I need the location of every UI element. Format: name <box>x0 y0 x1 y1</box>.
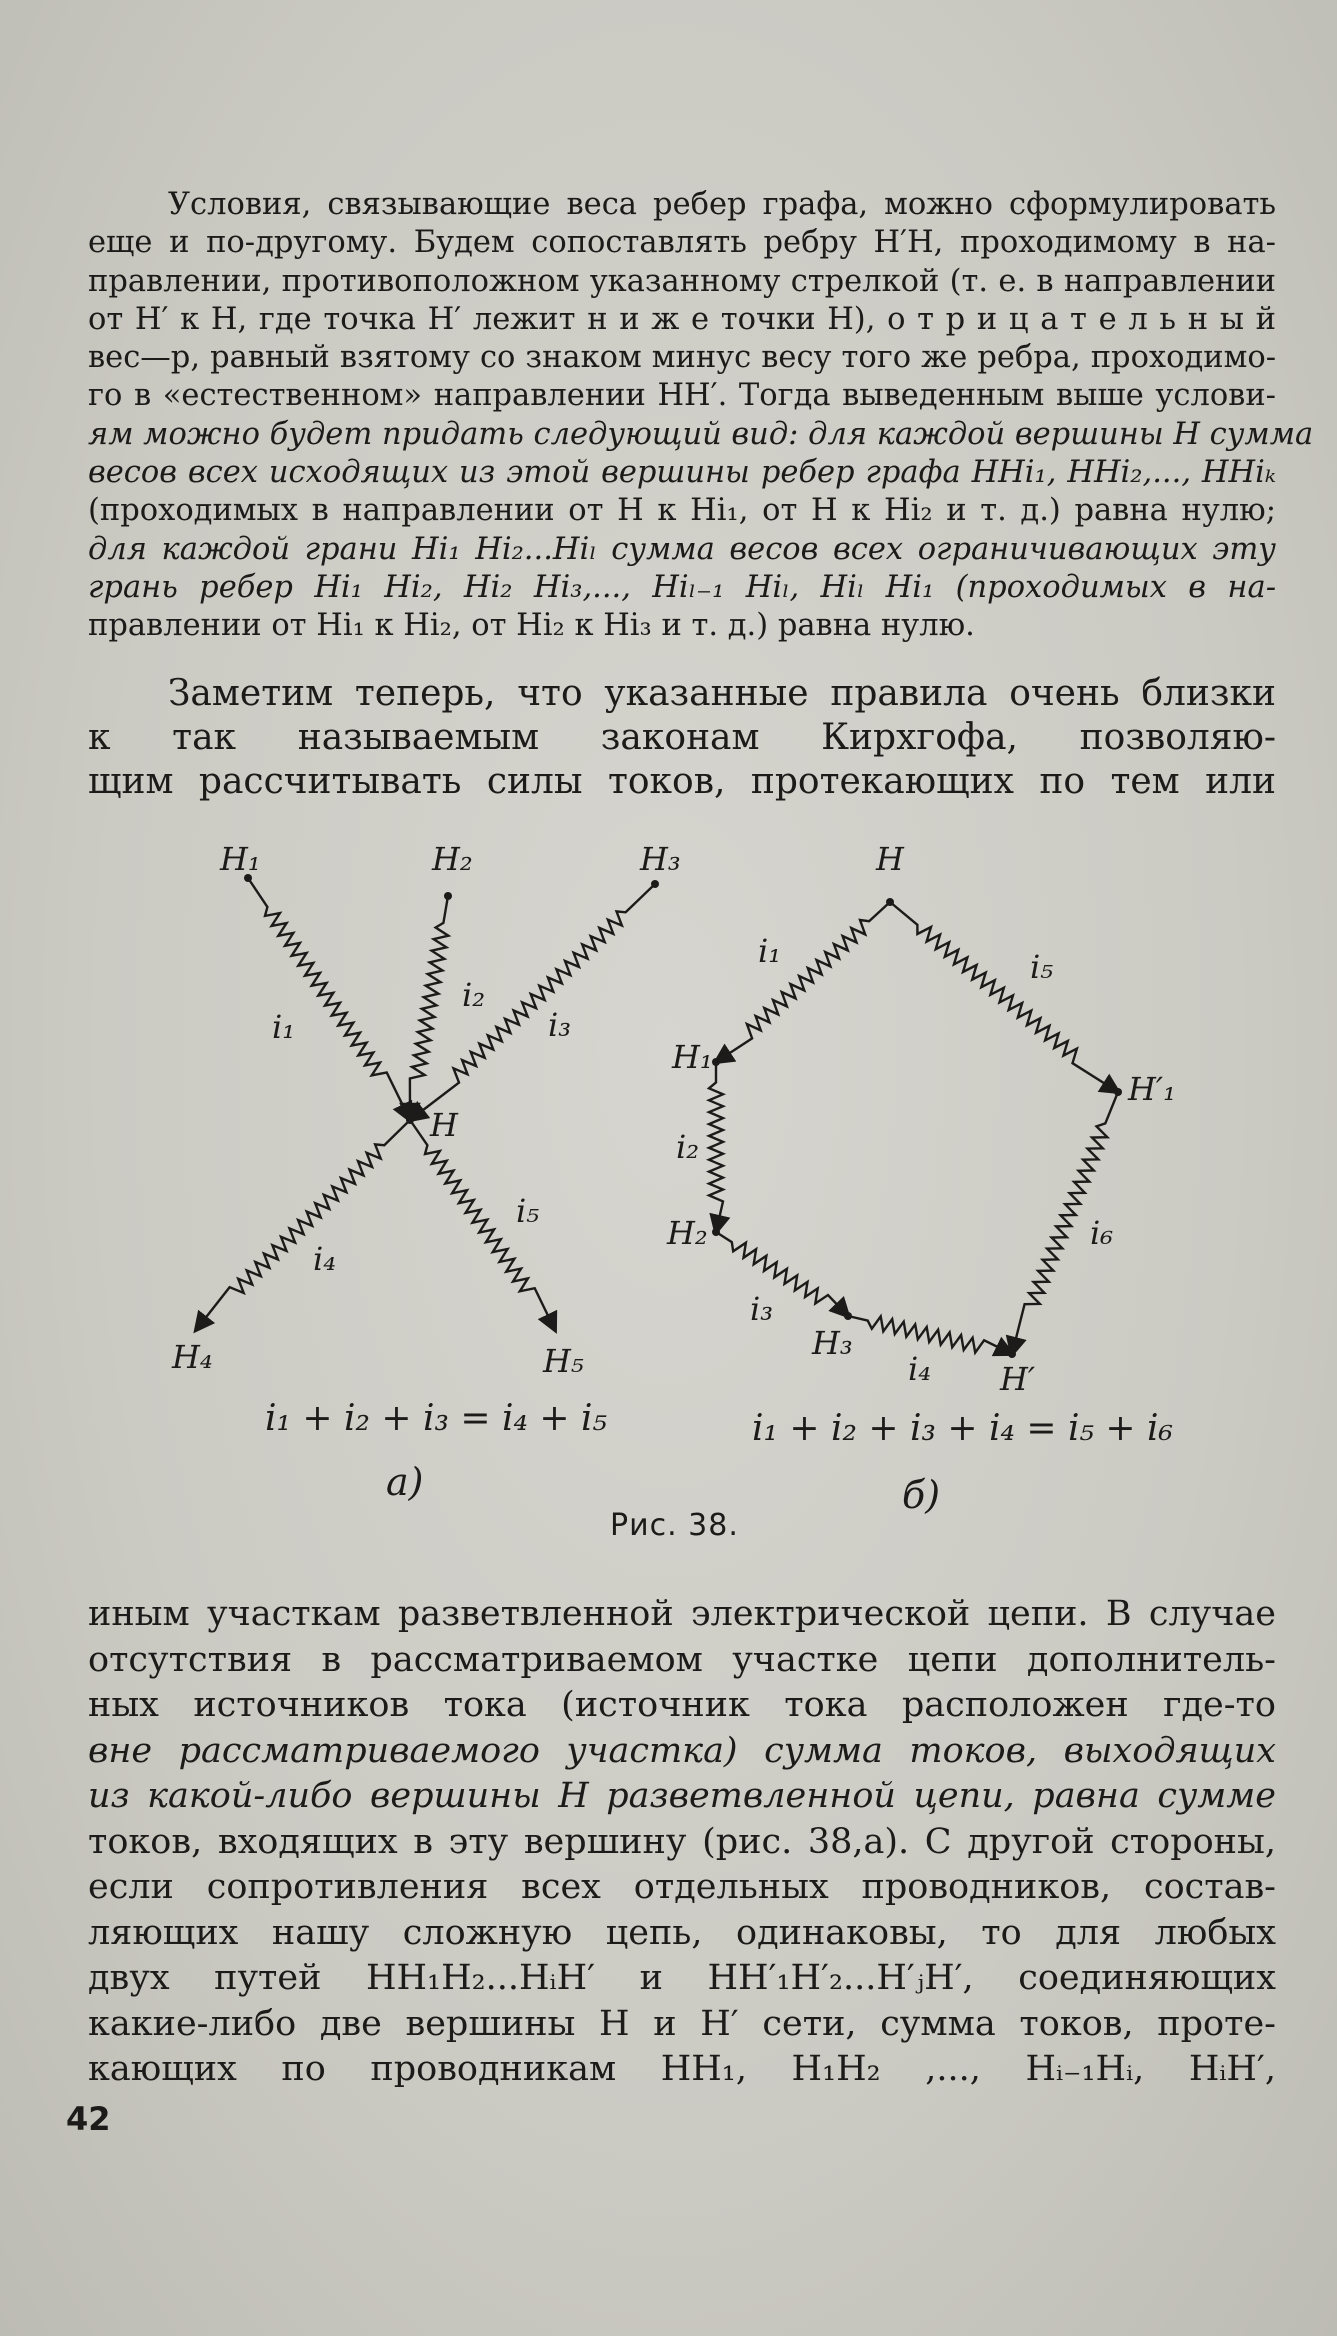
node-point <box>712 1228 720 1236</box>
resistor-wire <box>196 1120 410 1330</box>
text-line: от H′ к H, где точка H′ лежит н и ж е точки H), о т р и ц а т е л ь н ы й <box>88 301 1276 337</box>
node-label: H <box>876 840 904 878</box>
current-label: i₄ <box>908 1350 932 1388</box>
text-line: грань ребер Hi₁ Hi₂, Hi₂ Hi₃,..., Hiₗ₋₁ Hiₗ, Hiₗ Hi₁ (проходимых в на- <box>88 569 1276 605</box>
label-a: a) <box>386 1460 424 1504</box>
text-line: токов, входящих в эту вершину (рис. 38,а). С другой стороны, <box>88 1821 1276 1862</box>
node-label: H <box>430 1106 458 1144</box>
text-line: вне рассматриваемого участка) сумма токов, выходящих <box>88 1730 1276 1771</box>
current-label: i₁ <box>758 932 782 970</box>
resistor-wire <box>716 1232 848 1316</box>
text-line: отсутствия в рассматриваемом участке цепи дополнитель- <box>88 1639 1276 1680</box>
node-label: H₄ <box>172 1338 213 1376</box>
text-line: ных источников тока (источник тока расположен где-то <box>88 1685 1276 1725</box>
text-line: для каждой грани Hi₁ Hi₂...Hiₗ сумма весов всех ограничивающих эту <box>88 531 1276 567</box>
node-label: H′₁ <box>1128 1070 1176 1108</box>
page-number: 42 <box>66 2100 111 2138</box>
node-points <box>244 874 1122 1358</box>
node-point <box>444 892 452 900</box>
text-line: если сопротивления всех отдельных проводников, состав- <box>88 1867 1276 1907</box>
text-line: весов всех исходящих из этой вершины ребер графа HHi₁, HHi₂,..., HHiₖ <box>88 455 1276 491</box>
text-line: кающих по проводникам HH₁, H₁H₂ ,..., Hᵢ₋₁Hᵢ, HᵢH′, <box>88 2049 1276 2089</box>
text-line: Условия, связывающие веса ребер графа, можно сформулировать <box>168 187 1276 222</box>
node-point <box>1008 1350 1016 1358</box>
resistor-wire <box>410 884 655 1120</box>
paragraph-3 <box>88 1592 1276 2093</box>
current-label: i₂ <box>676 1128 700 1166</box>
resistor-wire <box>248 878 410 1120</box>
node-point <box>844 1312 852 1320</box>
text-line: иным участкам разветвленной электрической цепи. В случае <box>88 1594 1276 1634</box>
text-line: го в «естественном» направлении HH′. Тогда выведенным выше услови- <box>88 378 1276 414</box>
node-point <box>1114 1088 1122 1096</box>
current-label: i₄ <box>313 1240 337 1278</box>
node-label: H₂ <box>432 840 473 878</box>
paragraph-1 <box>88 186 1314 646</box>
text-line: какие-либо две вершины H и H′ сети, сумма токов, проте- <box>88 2003 1276 2044</box>
equation-b: i₁ + i₂ + i₃ + i₄ = i₅ + i₆ <box>752 1408 1173 1449</box>
resistor-wire <box>890 902 1118 1092</box>
node-label: H′ <box>1000 1360 1036 1398</box>
node-label: H₅ <box>543 1342 584 1380</box>
text-line: вес—p, равный взятому со знаком минус весу того же ребра, проходимо- <box>88 340 1276 376</box>
current-label: i₃ <box>750 1290 774 1328</box>
text-line: к так называемым законам Кирхгофа, позволяю- <box>88 717 1276 758</box>
figure-caption: Рис. 38. <box>610 1508 739 1543</box>
text-line: еще и по-другому. Будем сопоставлять ребру H′H, проходимому в на- <box>88 225 1276 261</box>
node-label: H₁ <box>220 840 261 878</box>
resistor-wire <box>716 902 890 1062</box>
text-line: из какой-либо вершины H разветвленной цепи, равна сумме <box>88 1776 1276 1816</box>
diagram-a-wires <box>196 878 655 1330</box>
node-label: H₁ <box>672 1038 713 1076</box>
current-label: i₃ <box>548 1006 572 1044</box>
node-point <box>406 1116 414 1124</box>
equation-a: i₁ + i₂ + i₃ = i₄ + i₅ <box>265 1398 607 1439</box>
text-line: (проходимых в направлении от H к Hi₁, от H к Hi₂ и т. д.) равна нулю; <box>88 493 1277 529</box>
label-b: б) <box>902 1473 941 1517</box>
text-line: правлении, противоположном указанному стрелкой (т. е. в направлении <box>88 263 1276 299</box>
current-label: i₅ <box>1030 948 1054 986</box>
current-label: i₅ <box>516 1192 540 1230</box>
text-line: правлении от Hi₁ к Hi₂, от Hi₂ к Hi₃ и т. д.) равна нулю. <box>88 608 975 644</box>
current-label: i₆ <box>1090 1214 1114 1252</box>
resistor-wire <box>848 1316 1012 1354</box>
figure-38 <box>0 840 1337 1560</box>
node-point <box>712 1058 720 1066</box>
text-line: ляющих нашу сложную цепь, одинаковы, то для любых <box>88 1912 1276 1953</box>
paragraph-2 <box>88 672 1276 804</box>
text-line: ям можно будет придать следующий вид: для каждой вершины H сумма <box>88 416 1314 452</box>
resistor-wire <box>410 896 449 1120</box>
current-label: i₁ <box>272 1008 296 1046</box>
node-label: H₂ <box>667 1214 708 1252</box>
node-label: H₃ <box>812 1324 853 1362</box>
circuit-diagrams <box>0 840 1337 1560</box>
resistor-wire <box>709 1062 723 1232</box>
text-line: двух путей HH₁H₂...HᵢH′ и HH′₁H′₂...H′ⱼH′, соединяющих <box>88 1958 1276 1998</box>
current-label: i₂ <box>462 976 486 1014</box>
node-point <box>651 880 659 888</box>
text-line: щим рассчитывать силы токов, протекающих по тем или <box>88 761 1276 802</box>
node-label: H₃ <box>640 840 681 878</box>
text-line: Заметим теперь, что указанные правила очень близки <box>168 673 1276 714</box>
node-point <box>886 898 894 906</box>
